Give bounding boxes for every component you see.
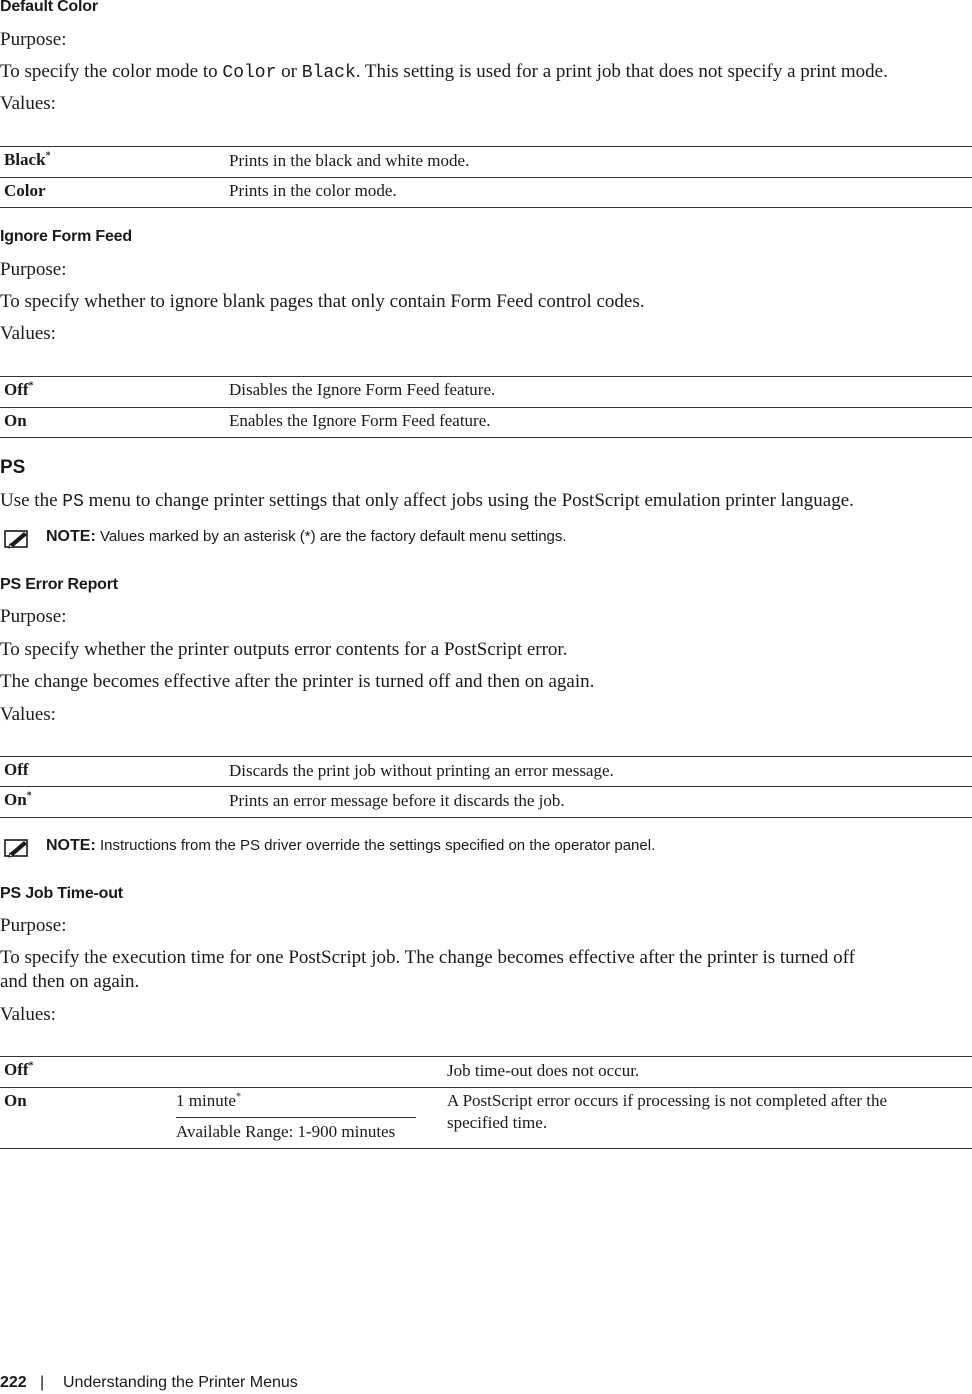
table-row-desc: Job time-out does not occur.	[447, 1061, 640, 1080]
table-row-key: Off	[4, 760, 29, 779]
table-row-desc: specified time.	[447, 1113, 548, 1132]
table-rule	[0, 786, 972, 787]
table-rule	[0, 146, 972, 147]
values-label: Values:	[0, 704, 56, 725]
table-rule	[0, 407, 972, 408]
purpose-label: Purpose:	[0, 606, 67, 627]
table-row-key: Color	[4, 181, 46, 200]
table-row-desc: A PostScript error occurs if processing is not completed after the	[447, 1091, 887, 1110]
table-row-desc: Discards the print job without printing an error message.	[229, 761, 614, 780]
purpose-label: Purpose:	[0, 29, 67, 50]
table-rule	[0, 207, 972, 208]
purpose-label: Purpose:	[0, 259, 67, 280]
footer-separator: |	[40, 1374, 45, 1391]
section-heading-ps-error-report: PS Error Report	[0, 576, 118, 593]
footer-chapter-title: Understanding the Printer Menus	[63, 1374, 298, 1391]
section-heading-ps-job-timeout: PS Job Time-out	[0, 885, 123, 902]
table-row-key: Black*	[4, 150, 51, 169]
values-label: Values:	[0, 1004, 56, 1025]
ps-error-report-description-2: The change becomes effective after the printer is turned off and then on again.	[0, 671, 595, 692]
note-pencil-icon	[4, 838, 30, 858]
table-rule	[0, 376, 972, 377]
table-row-subvalue: 1 minute*	[176, 1091, 241, 1110]
note-driver-override: NOTE: Instructions from the PS driver override the settings specified on the operator panel.	[46, 837, 656, 854]
table-row-key: On	[4, 411, 27, 430]
ps-description: Use the PS menu to change printer settings that only affect jobs using the PostScript emulation printer language.	[0, 490, 854, 512]
table-rule	[0, 177, 972, 178]
table-row-key: Off*	[4, 1060, 34, 1079]
section-heading-ignore-form-feed: Ignore Form Feed	[0, 228, 132, 245]
table-row-key: Off*	[4, 380, 34, 399]
section-heading-ps: PS	[0, 457, 26, 478]
table-rule	[0, 437, 972, 438]
page-number: 222	[0, 1374, 27, 1391]
table-row-key: On	[4, 1091, 27, 1110]
table-rule	[0, 1148, 972, 1149]
table-rule	[0, 756, 972, 757]
table-row-desc: Disables the Ignore Form Feed feature.	[229, 380, 496, 399]
ignore-form-feed-description: To specify whether to ignore blank pages that only contain Form Feed control codes.	[0, 291, 645, 312]
table-row-key: On*	[4, 790, 32, 809]
values-label: Values:	[0, 93, 56, 114]
table-row-desc: Prints in the black and white mode.	[229, 151, 470, 170]
section-heading-default-color: Default Color	[0, 0, 98, 15]
ps-job-timeout-description-line-1: To specify the execution time for one PostScript job. The change becomes effective after the printer is turned off	[0, 947, 855, 968]
default-color-description: To specify the color mode to Color or Black. This setting is used for a print job that does not specify a print mode.	[0, 61, 888, 83]
purpose-label: Purpose:	[0, 915, 67, 936]
ps-error-report-description-1: To specify whether the printer outputs error contents for a PostScript error.	[0, 639, 568, 660]
note-pencil-icon	[4, 529, 30, 549]
table-row-desc: Prints in the color mode.	[229, 181, 397, 200]
table-row-subvalue: Available Range: 1-900 minutes	[176, 1122, 396, 1141]
table-row-desc: Prints an error message before it discards the job.	[229, 791, 565, 810]
ps-job-timeout-description-line-2: and then on again.	[0, 971, 140, 992]
table-inner-rule	[176, 1117, 416, 1118]
table-rule	[0, 1087, 972, 1088]
table-rule	[0, 817, 972, 818]
values-label: Values:	[0, 323, 56, 344]
note-default-settings: NOTE: Values marked by an asterisk (*) are the factory default menu settings.	[46, 528, 567, 545]
table-rule	[0, 1056, 972, 1057]
table-row-desc: Enables the Ignore Form Feed feature.	[229, 411, 491, 430]
